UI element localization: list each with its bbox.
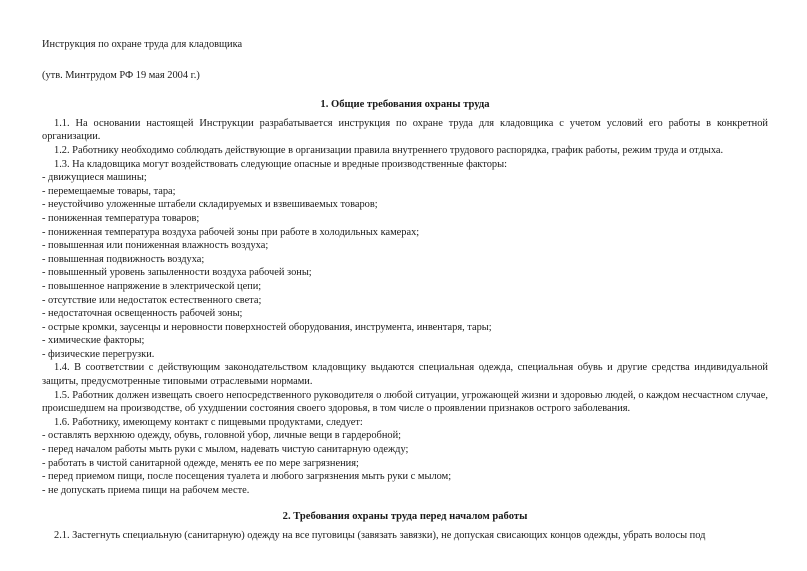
- list-item: - не допускать приема пищи на рабочем месте.: [42, 484, 250, 496]
- list-item: - повышенное напряжение в электрической цепи;: [42, 280, 262, 292]
- list-item: - перемещаемые товары, тара;: [42, 185, 176, 197]
- list-item: - острые кромки, заусенцы и неровности поверхностей оборудования, инструмента, инвентаря, тары;: [42, 321, 492, 333]
- paragraph-2-1: 2.1. Застегнуть специальную (санитарную) одежду на все пуговицы (завязать завязки), не допуская свисающих концов одежды, убрать волосы под: [54, 530, 706, 541]
- approval-note: (утв. Минтрудом РФ 19 мая 2004 г.): [42, 69, 200, 81]
- section-1-heading: 1. Общие требования охраны труда: [320, 99, 490, 111]
- document-body: [42, 38, 768, 543]
- list-item: - отсутствие или недостаток естественного света;: [42, 294, 262, 306]
- list-item: - повышенная или пониженная влажность воздуха;: [42, 240, 269, 252]
- list-item: - физические перегрузки.: [42, 348, 155, 360]
- paragraph-1-6: 1.6. Работнику, имеющему контакт с пищевыми продуктами, следует:: [54, 416, 363, 428]
- document-title: Инструкция по охране труда для кладовщика: [42, 39, 243, 50]
- list-item: - перед приемом пищи, после посещения туалета и любого загрязнения мыть руки с мылом;: [42, 471, 452, 483]
- list-item: - повышенный уровень запыленности воздуха рабочей зоны;: [42, 267, 312, 279]
- list-item: - неустойчиво уложенные штабели складируемых и взвешиваемых товаров;: [42, 199, 378, 211]
- list-item: - повышенная подвижность воздуха;: [42, 253, 205, 265]
- paragraph-1-3: 1.3. На кладовщика могут воздействовать следующие опасные и вредные производственные факторы:: [54, 158, 508, 170]
- paragraph-1-2: 1.2. Работнику необходимо соблюдать действующие в организации правила внутреннего трудового распорядка, график работы, режим труда и отдыха.: [54, 144, 724, 156]
- hazard-factors-list: [42, 171, 768, 361]
- list-item: - перед началом работы мыть руки с мылом, надевать чистую санитарную одежду;: [42, 444, 409, 456]
- paragraph-1-5: 1.5. Работник должен извещать своего непосредственного руководителя о любой ситуации, угрожающей жизни и здоровью людей, о каждом несчастном случае, происшедшем на производстве, об ухудшении состояния своего здоровья, в том числе о проявлении признаков острого заболевания.: [42, 389, 768, 415]
- list-item: - пониженная температура воздуха рабочей зоны при работе в холодильных камерах;: [42, 226, 420, 238]
- list-item: - пониженная температура товаров;: [42, 212, 200, 224]
- list-item: - работать в чистой санитарной одежде, менять ее по мере загрязнения;: [42, 457, 359, 469]
- section-2-heading: 2. Требования охраны труда перед началом работы: [282, 511, 528, 523]
- list-item: - движущиеся машины;: [42, 172, 147, 184]
- paragraph-1-1: 1.1. На основании настоящей Инструкции разрабатывается инструкция по охране труда для кладовщика с учетом условий его работы в конкретной организации.: [42, 117, 768, 143]
- list-item: - недостаточная освещенность рабочей зоны;: [42, 308, 243, 320]
- hygiene-rules-list: [42, 429, 768, 497]
- list-item: - химические факторы;: [42, 335, 145, 347]
- list-item: - оставлять верхнюю одежду, обувь, головной убор, личные вещи в гардеробной;: [42, 430, 402, 442]
- paragraph-1-4: 1.4. В соответствии с действующим законодательством кладовщику выдаются специальная одежда, специальная обувь и другие средства индивидуальной защиты, предусмотренные типовыми отраслевыми нормами.: [42, 362, 768, 388]
